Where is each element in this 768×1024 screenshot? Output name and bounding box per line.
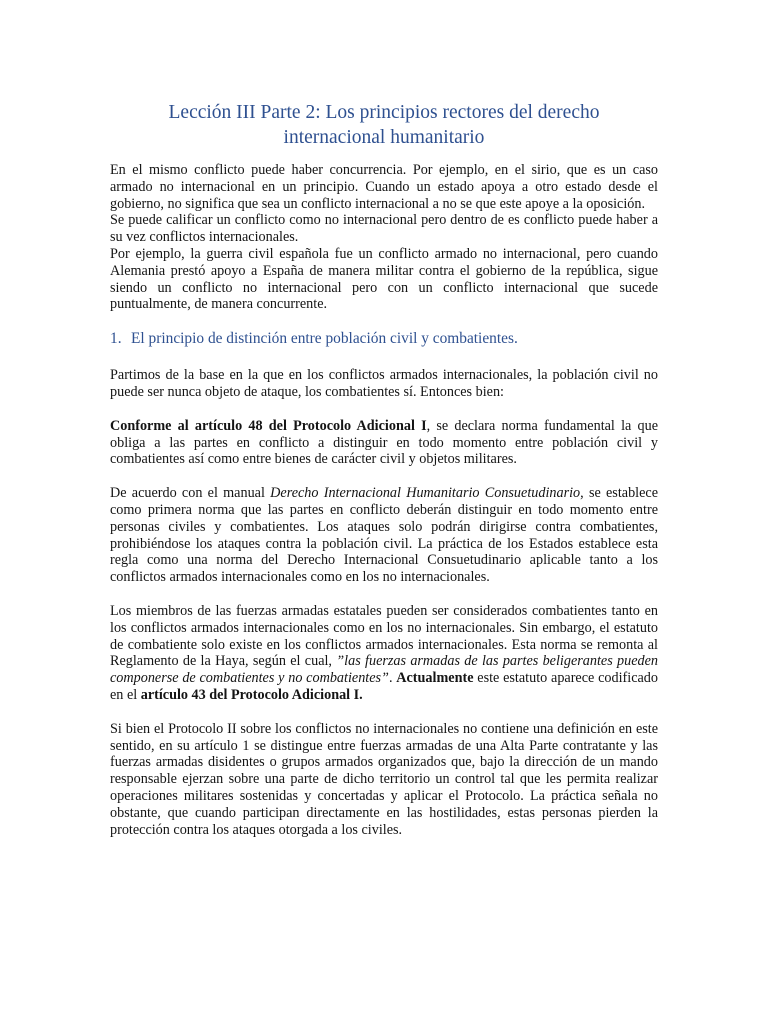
section-paragraph-2 [110,418,658,468]
section-paragraph-3 [110,485,658,586]
intro-paragraph-2: Se puede calificar un conflicto como no internacional pero dentro de es conflicto puede haber a su vez conflictos internacionales. [110,212,658,246]
paragraph-3-start: De acuerdo con el manual [110,485,271,502]
section-paragraph-5: Si bien el Protocolo II sobre los conflictos no internacionales no contiene una definición en este sentido, en su artículo 1 se distingue entre fuerzas armadas de una Alta Parte contratante y las fuerzas armadas disidentes o grupos armados organizados que, bajo la dirección de un mando responsable ejerzan sobre una parte de dicho territorio un control tal que les permita realizar operaciones militares sostenidas y concertadas y aplicar el Protocolo. La práctica señala no obstante, que cuando participan directamente en las hostilidades, estas personas pierden la protección contra los ataques otorgada a los civiles. [110,720,658,838]
paragraph-4-mid: este estatuto aparece codificado en el [110,670,658,703]
manual-title: Derecho Internacional Humanitario Consuetudinario [270,485,581,502]
paragraph-2-text: , se declara norma fundamental la que obliga a las partes en conflicto a distinguir en todo momento entre población civil y combatientes así como entre bienes de carácter civil y objetos militares. [110,417,658,468]
section-paragraph-4 [110,603,658,704]
section-number: 1. [110,330,122,348]
title-line-2: internacional humanitario [283,127,485,148]
actualmente-bold: Actualmente [396,670,474,687]
hague-quote: ”las fuerzas armadas de las partes beligerantes pueden componerse de combatientes y no combatientes” [110,653,658,687]
intro-paragraph-3: Por ejemplo, la guerra civil española fue un conflicto armado no internacional, pero cuando Alemania prestó apoyo a España de manera militar contra el gobierno de la república, sigue siendo un conflicto no internacional pero con un conflicto internacional que sucede puntualmente, de manera concurrente. [110,245,658,313]
paragraph-4-start: Los miembros de las fuerzas armadas estatales pueden ser considerados combatientes tanto en los conflictos armados internacionales como en los no internacionales. Sin embargo, el estatuto de combatiente solo existe en los conflictos armados internacionales. Esta norma se remonta al Reglamento de la Haya, según el cual, [110,602,658,670]
intro-paragraph-1: En el mismo conflicto puede haber concurrencia. Por ejemplo, en el sirio, que es un caso armado no internacional en un principio. Cuando un estado apoya a otro estado desde el gobierno, no significa que sea un conflicto internacional a no se que este apoye a la oposición. [110,162,658,212]
article-43-reference: artículo 43 del Protocolo Adicional I. [140,686,363,703]
article-48-reference: Conforme al artículo 48 del Protocolo Adicional I [110,417,427,434]
section-heading-text: El principio de distinción entre población civil y combatientes. [131,330,518,348]
title-line-1: Lección III Parte 2: Los principios rectores del derecho [168,102,600,123]
document-body [110,162,658,838]
paragraph-3-text: , se establece como primera norma que las partes en conflicto deberán distinguir en todo momento entre personas civiles y combatientes. Los ataques solo podrán dirigirse contra combatientes, prohibiéndose los ataques contra la población civil. La práctica de los Estados establece esta regla como una norma del Derecho Internacional Consuetudinario aplicable tanto a los conflictos armados internacionales como en los no internacionales. [110,485,658,586]
section-paragraph-1: Partimos de la base en la que en los conflictos armados internacionales, la población civil no puede ser nunca objeto de ataque, los combatientes sí. Entonces bien: [110,367,658,400]
page-title [110,100,658,150]
section-heading [110,330,658,348]
paragraph-4-dot: . [388,670,397,687]
